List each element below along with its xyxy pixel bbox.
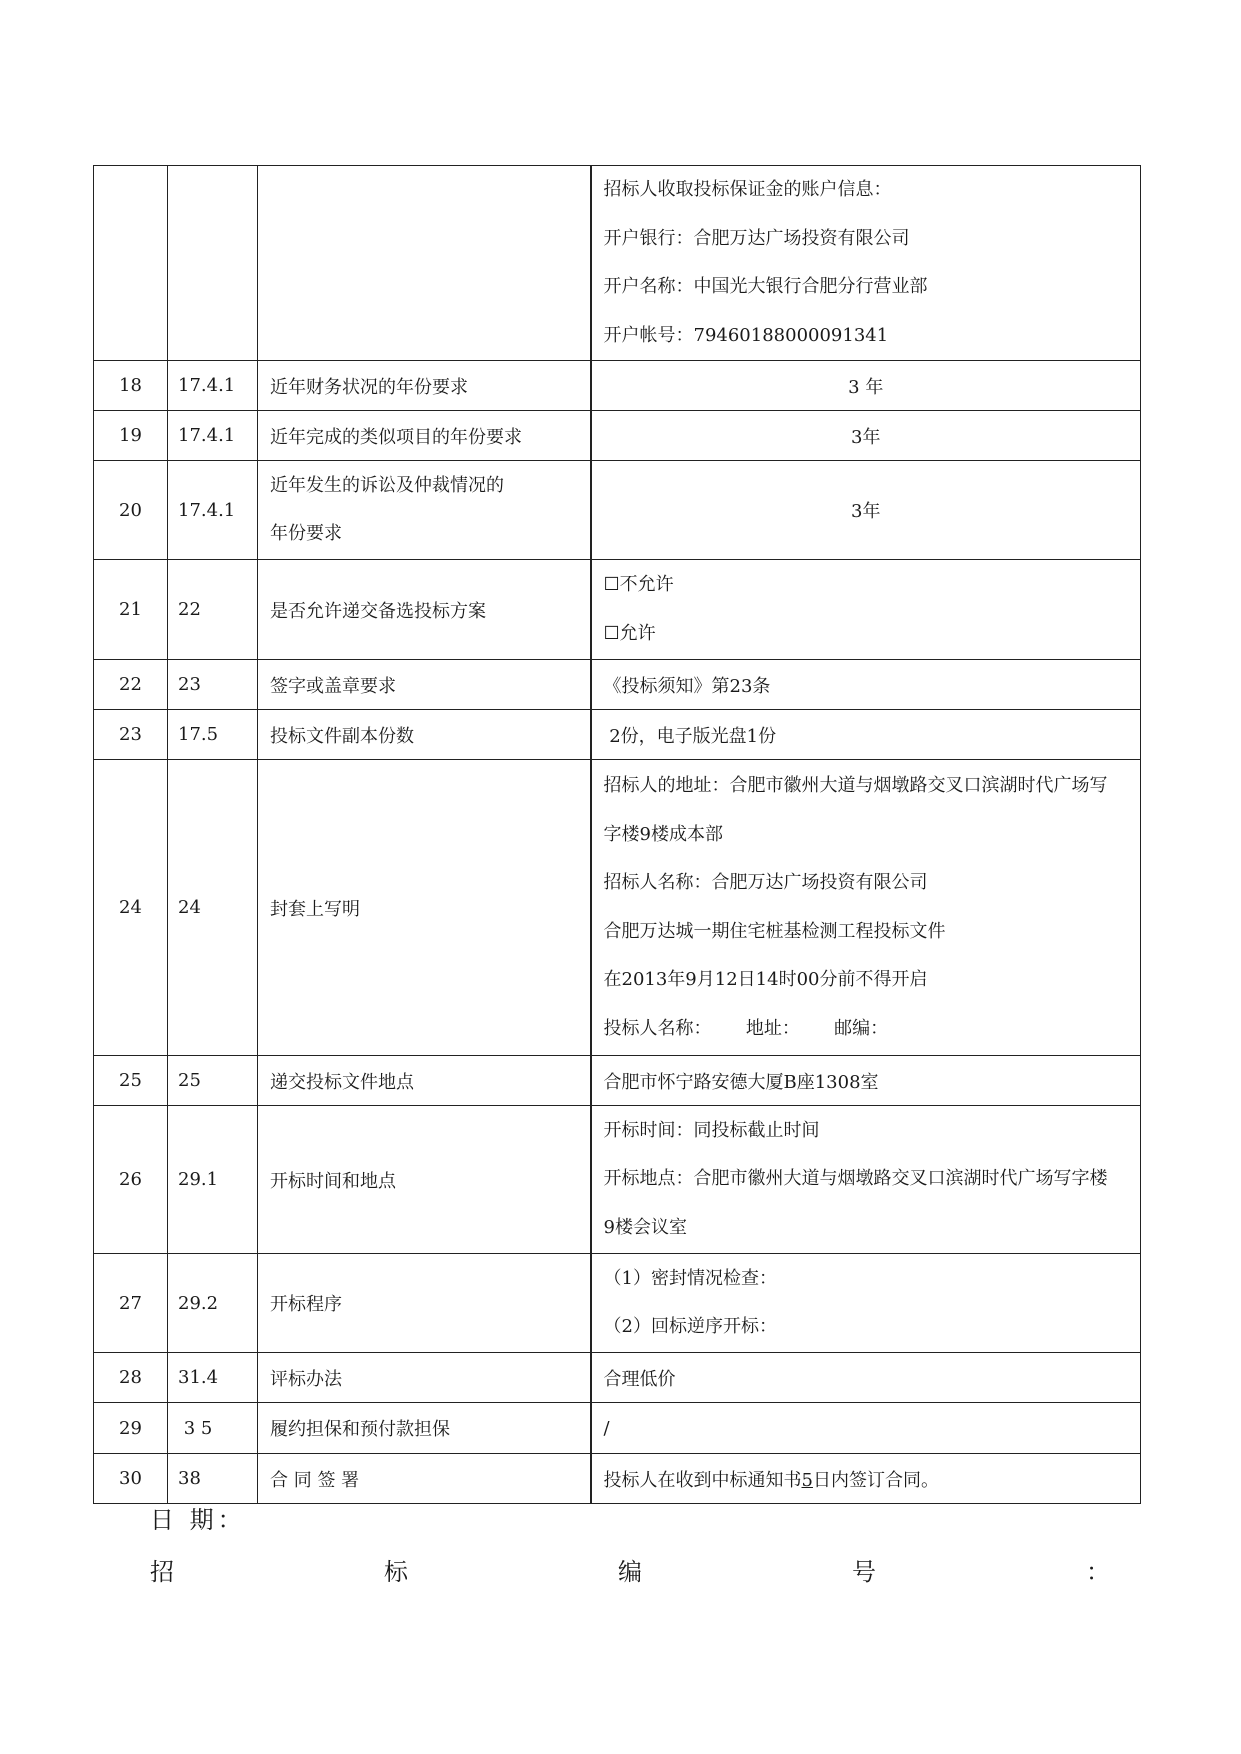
- item-name: 近年完成的类似项目的年份要求: [258, 411, 591, 461]
- clause-number: 17.4.1: [168, 411, 258, 461]
- item-name: 近年财务状况的年份要求: [258, 361, 591, 411]
- table-row: [94, 1454, 1141, 1504]
- row-number: 26: [94, 1106, 168, 1254]
- item-name: 开标程序: [258, 1254, 591, 1353]
- item-name: 投标文件副本份数: [258, 710, 591, 760]
- bid-number-char: 标: [384, 1558, 408, 1586]
- content-line: 合肥万达城一期住宅桩基检测工程投标文件: [603, 920, 946, 942]
- content-line: 开户帐号：79460188000091341: [603, 324, 889, 346]
- item-content: [591, 560, 1141, 660]
- table-row: [94, 560, 1141, 660]
- item-content: 《投标须知》第23条: [591, 660, 1141, 710]
- clause-number: 17.5: [168, 710, 258, 760]
- table-row: [94, 1353, 1141, 1403]
- row-number: 29: [94, 1403, 168, 1454]
- row-number: 18: [94, 361, 168, 411]
- item-content: [591, 1254, 1141, 1353]
- item-name: [258, 166, 591, 361]
- bid-number-char: 号: [852, 1558, 876, 1586]
- checkbox-option: ☐不允许: [603, 574, 674, 595]
- content-line: 开标时间：同投标截止时间: [603, 1119, 820, 1141]
- bid-number-char: 招: [150, 1558, 174, 1586]
- item-name: 合 同 签 署: [258, 1454, 591, 1504]
- content-line: 招标人收取投标保证金的账户信息：: [603, 179, 892, 200]
- item-content: 3 年: [591, 361, 1141, 411]
- clause-number: 38: [168, 1454, 258, 1504]
- content-line: 投标人名称： 地址： 邮编：: [603, 1017, 889, 1039]
- item-line: 年份要求: [270, 523, 342, 544]
- days-value: 5: [801, 1469, 813, 1491]
- item-line: 近年发生的诉讼及仲裁情况的: [270, 474, 504, 496]
- content-line: 招标人名称：合肥万达广场投资有限公司: [603, 872, 928, 893]
- table-row: [94, 411, 1141, 461]
- content-text: 日内签订合同。: [812, 1469, 939, 1491]
- item-content: 2份，电子版光盘1份: [591, 710, 1141, 760]
- table-row: [94, 1106, 1141, 1254]
- clause-number: 17.4.1: [168, 361, 258, 411]
- content-line: 招标人的地址：合肥市徽州大道与烟墩路交叉口滨湖时代广场写: [603, 775, 1108, 796]
- clause-number: 23: [168, 660, 258, 710]
- table-row: [94, 760, 1141, 1056]
- table-row: [94, 361, 1141, 411]
- content-line: （1）密封情况检查：: [603, 1267, 777, 1289]
- table-row: [94, 1254, 1141, 1353]
- content-text: 投标人在收到中标通知书: [603, 1469, 802, 1491]
- row-number: 30: [94, 1454, 168, 1504]
- clause-number: 29.2: [168, 1254, 258, 1353]
- item-content: [591, 1454, 1141, 1504]
- item-name: 是否允许递交备选投标方案: [258, 560, 591, 660]
- bid-info-table: [93, 165, 1141, 1504]
- clause-number: [168, 166, 258, 361]
- bid-number-char: ：: [1086, 1558, 1110, 1586]
- clause-number: 24: [168, 760, 258, 1056]
- row-number: 28: [94, 1353, 168, 1403]
- item-name: 开标时间和地点: [258, 1106, 591, 1254]
- checkbox-option: ☐允许: [603, 622, 656, 644]
- row-number: 24: [94, 760, 168, 1056]
- item-name: 签字或盖章要求: [258, 660, 591, 710]
- clause-number: 25: [168, 1056, 258, 1106]
- bid-number-char: 编: [618, 1558, 642, 1586]
- row-number: 21: [94, 560, 168, 660]
- item-content: 合肥市怀宁路安德大厦B座1308室: [591, 1056, 1141, 1106]
- content-line: 开户银行：合肥万达广场投资有限公司: [603, 227, 910, 249]
- date-label: 日 期：: [150, 1506, 246, 1534]
- item-content: 3年: [591, 461, 1141, 560]
- content-line: 字楼9楼成本部: [603, 823, 723, 845]
- item-name: 评标办法: [258, 1353, 591, 1403]
- item-content: 3年: [591, 411, 1141, 461]
- item-content: [591, 166, 1141, 361]
- item-name: 递交投标文件地点: [258, 1056, 591, 1106]
- clause-number: 29.1: [168, 1106, 258, 1254]
- clause-number: 22: [168, 560, 258, 660]
- bid-number-label: [150, 1552, 1110, 1587]
- item-name: 封套上写明: [258, 760, 591, 1056]
- item-content: /: [591, 1403, 1141, 1454]
- content-line: 9楼会议室: [603, 1216, 687, 1238]
- content-line: 开标地点：合肥市徽州大道与烟墩路交叉口滨湖时代广场写字楼: [603, 1168, 1108, 1190]
- item-content: [591, 1106, 1141, 1254]
- row-number: 23: [94, 710, 168, 760]
- item-name: [258, 461, 591, 560]
- row-number: 22: [94, 660, 168, 710]
- content-line: （2）回标逆序开标：: [603, 1316, 777, 1337]
- table-row: [94, 166, 1141, 361]
- content-line: 开户名称：中国光大银行合肥分行营业部: [603, 276, 928, 297]
- table-row: [94, 1056, 1141, 1106]
- row-number: 25: [94, 1056, 168, 1106]
- item-content: [591, 760, 1141, 1056]
- table-row: [94, 710, 1141, 760]
- table-row: [94, 461, 1141, 560]
- row-number: [94, 166, 168, 361]
- item-content: 合理低价: [591, 1353, 1141, 1403]
- row-number: 27: [94, 1254, 168, 1353]
- clause-number: 17.4.1: [168, 461, 258, 560]
- row-number: 19: [94, 411, 168, 461]
- content-line: 在2013年9月12日14时00分前不得开启: [603, 969, 928, 990]
- row-number: 20: [94, 461, 168, 560]
- clause-number: 3 5: [168, 1403, 258, 1454]
- clause-number: 31.4: [168, 1353, 258, 1403]
- table-row: [94, 1403, 1141, 1454]
- table-row: [94, 660, 1141, 710]
- item-name: 履约担保和预付款担保: [258, 1403, 591, 1454]
